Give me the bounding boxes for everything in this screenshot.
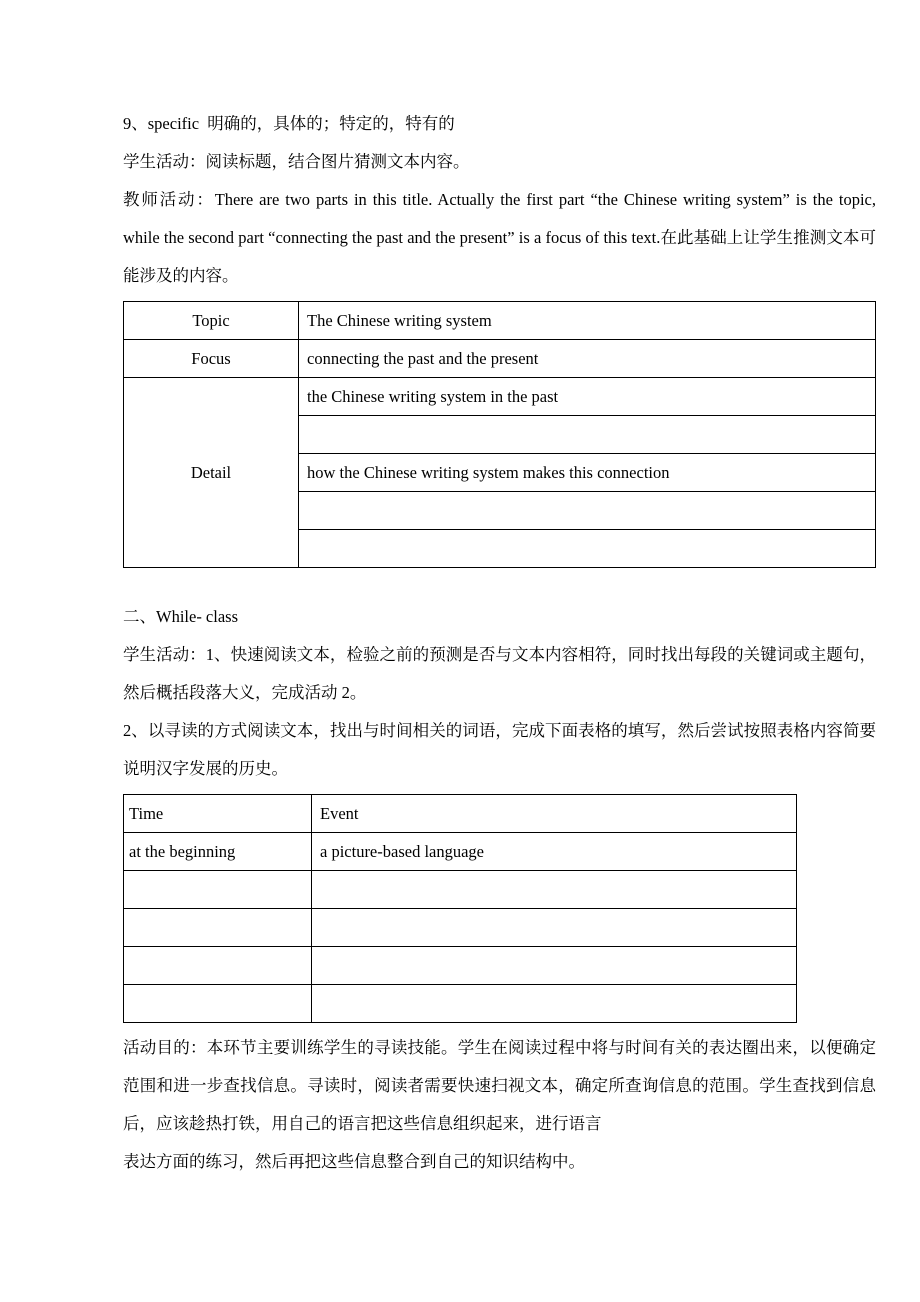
activity-purpose-continuation: 表达方面的练习，然后再把这些信息整合到自己的知识结构中。 xyxy=(123,1152,585,1171)
table-row xyxy=(124,340,876,378)
time-event-table xyxy=(123,794,797,1023)
spacer-after-table-1 xyxy=(123,568,876,598)
table-row xyxy=(124,985,797,1023)
table-row xyxy=(124,909,797,947)
student-activity-paragraph-2: 学生活动：1、快速阅读文本，检验之前的预测是否与文本内容相符，同时找出每段的关键词或主题句，然后概括段落大义，完成活动 2。 xyxy=(123,645,876,702)
time-cell-5[interactable] xyxy=(124,985,312,1023)
time-cell-4[interactable] xyxy=(124,947,312,985)
activity-purpose-paragraph: 活动目的：本环节主要训练学生的寻读技能。学生在阅读过程中将与时间有关的表达圈出来，以便确定范围和进一步查找信息。寻读时，阅读者需要快速扫视文本，确定所查询信息的范围。学生查找到信息后，应该趁热打铁，用自己的语言把这些信息组织起来，进行语言 xyxy=(123,1038,876,1133)
event-cell-1[interactable]: a picture-based language xyxy=(312,833,797,871)
detail-value-cell-5[interactable] xyxy=(299,530,876,568)
teacher-activity-paragraph: 教师活动：There are two parts in this title. Actually the first part “the Chinese writing system” is the topic, while the second part “connecting the past and the present” is a focus of this text.在此基础上让学生推测文本可能涉及的内容。 xyxy=(123,190,876,285)
detail-value-cell-2[interactable] xyxy=(299,416,876,454)
event-cell-3[interactable] xyxy=(312,909,797,947)
time-column-header: Time xyxy=(124,795,312,833)
section-heading-while-class: 二、While- class xyxy=(123,607,239,626)
student-activity-paragraph-3: 2、以寻读的方式阅读文本，找出与时间相关的词语，完成下面表格的填写，然后尝试按照表格内容简要说明汉字发展的历史。 xyxy=(123,721,876,778)
table-row xyxy=(124,302,876,340)
table-row xyxy=(124,378,876,416)
table-row xyxy=(124,871,797,909)
time-cell-1[interactable]: at the beginning xyxy=(124,833,312,871)
student-activity-line-1: 学生活动：阅读标题，结合图片猜测文本内容。 xyxy=(123,152,470,171)
event-cell-4[interactable] xyxy=(312,947,797,985)
time-cell-3[interactable] xyxy=(124,909,312,947)
topic-focus-detail-table xyxy=(123,301,876,568)
topic-value-cell[interactable]: The Chinese writing system xyxy=(299,302,876,340)
event-column-header: Event xyxy=(312,795,797,833)
table-header-row xyxy=(124,795,797,833)
topic-label-cell: Topic xyxy=(124,302,299,340)
vocab-entry-line: 9、specific 明确的，具体的；特定的，特有的 xyxy=(123,114,455,133)
detail-label-cell: Detail xyxy=(124,378,299,568)
event-cell-5[interactable] xyxy=(312,985,797,1023)
focus-label-cell: Focus xyxy=(124,340,299,378)
time-cell-2[interactable] xyxy=(124,871,312,909)
detail-value-cell-1[interactable]: the Chinese writing system in the past xyxy=(299,378,876,416)
focus-value-cell[interactable]: connecting the past and the present xyxy=(299,340,876,378)
table-row xyxy=(124,947,797,985)
detail-value-cell-3[interactable]: how the Chinese writing system makes this connection xyxy=(299,454,876,492)
event-cell-2[interactable] xyxy=(312,871,797,909)
detail-value-cell-4[interactable] xyxy=(299,492,876,530)
table-row xyxy=(124,833,797,871)
